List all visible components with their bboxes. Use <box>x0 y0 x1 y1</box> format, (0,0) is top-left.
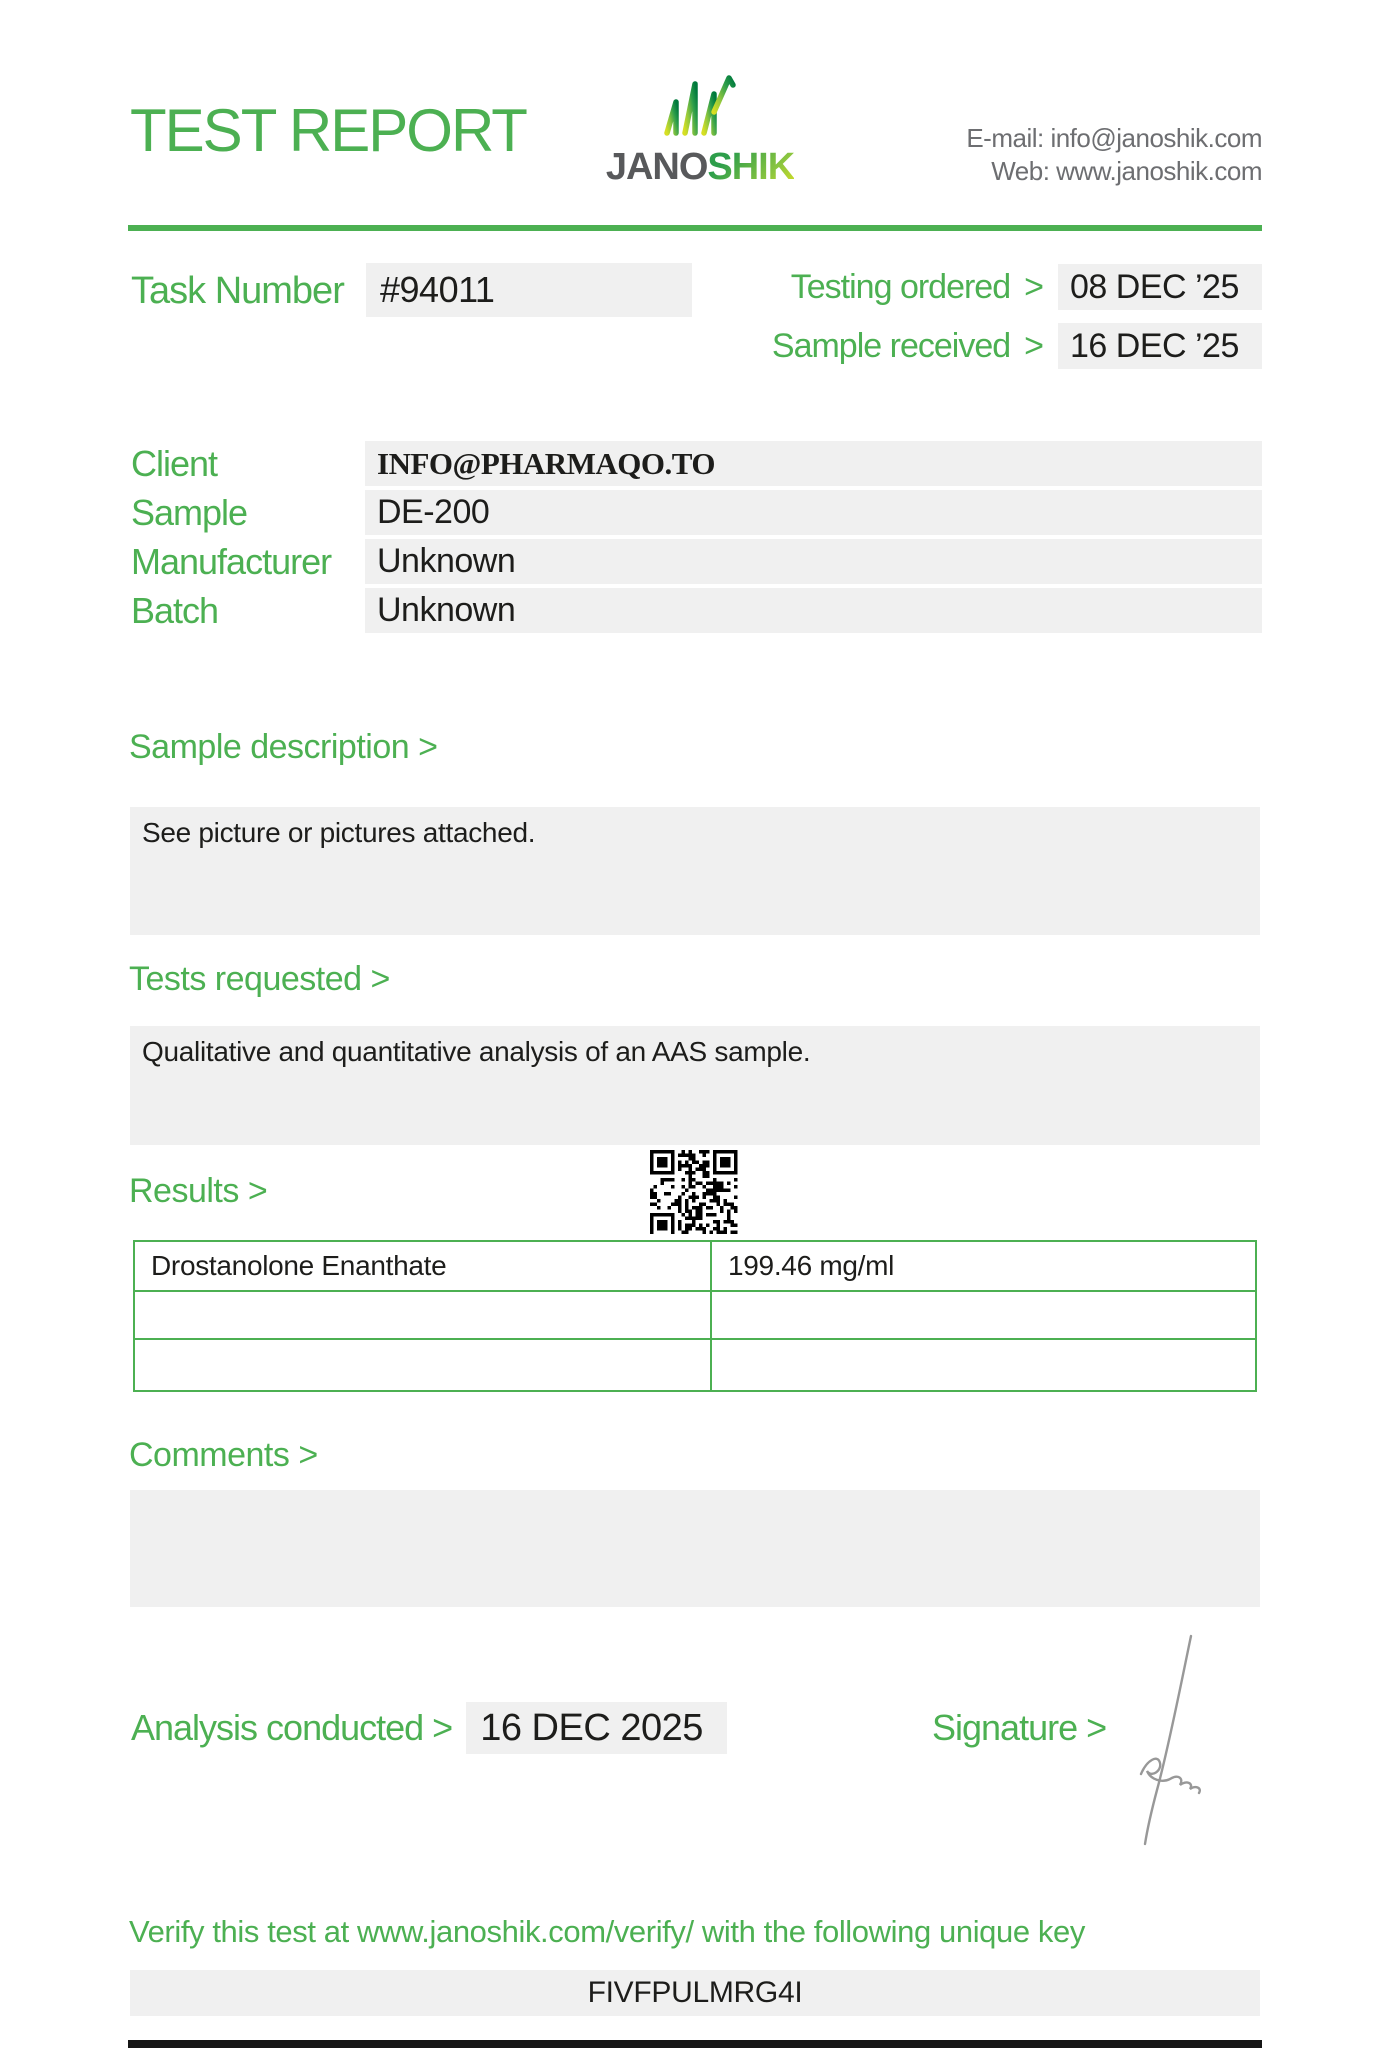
sample-row <box>131 490 1262 535</box>
tests-requested-heading: Tests requested > <box>129 960 390 998</box>
verify-instruction: Verify this test at www.janoshik.com/verify/ with the following unique key <box>129 1914 1085 1949</box>
chevron-right-icon: > <box>1024 267 1044 306</box>
result-cell: 199.46 mg/ml <box>711 1241 1256 1291</box>
sample-received-row <box>772 323 1262 369</box>
manufacturer-field <box>365 539 1262 584</box>
testing-ordered-row <box>772 264 1262 310</box>
janoshik-logo <box>600 70 800 189</box>
signature-label: Signature > <box>932 1707 1107 1748</box>
analysis-date-field <box>466 1702 727 1754</box>
sample-label: Sample <box>131 492 248 533</box>
analyte-cell <box>134 1339 711 1391</box>
logo-wordmark <box>600 146 800 189</box>
analyte-cell: Drostanolone Enanthate <box>134 1241 711 1291</box>
sample-received-value: 16 DEC ’25 <box>1070 327 1239 365</box>
analyte-cell <box>134 1291 711 1339</box>
sample-field <box>365 490 1262 535</box>
comments-text <box>130 1490 1260 1500</box>
result-cell <box>711 1339 1256 1391</box>
results-row <box>134 1241 1256 1291</box>
tests-requested-text: Qualitative and quantitative analysis of an AAS sample. <box>142 1036 811 1067</box>
verify-key-field: FIVFPULMRG4I <box>130 1970 1260 2016</box>
contact-web: Web: www.janoshik.com <box>991 156 1262 186</box>
comments-box <box>130 1490 1260 1607</box>
manufacturer-label: Manufacturer <box>131 541 332 582</box>
results-row <box>134 1291 1256 1339</box>
sample-received-label: Sample received <box>771 326 1011 365</box>
results-table <box>133 1240 1257 1392</box>
logo-shik: SHIK <box>707 146 795 188</box>
manufacturer-row <box>131 539 1262 584</box>
sample-info-list <box>131 441 1262 637</box>
batch-row <box>131 588 1262 633</box>
client-value: INFO@PHARMAQO.TO <box>377 446 716 481</box>
manufacturer-value: Unknown <box>377 542 516 580</box>
analysis-conducted-row <box>131 1702 727 1754</box>
analysis-conducted-label: Analysis conducted > <box>131 1707 453 1748</box>
task-number-value: #94011 <box>380 269 495 310</box>
comments-heading: Comments > <box>129 1436 318 1474</box>
client-field <box>365 441 1262 486</box>
sample-description-box <box>130 807 1260 935</box>
sample-value: DE-200 <box>377 493 490 531</box>
sample-description-heading: Sample description > <box>129 728 438 766</box>
client-row <box>131 441 1262 486</box>
chevron-right-icon: > <box>1024 326 1044 365</box>
batch-label: Batch <box>131 590 219 631</box>
task-number-label: Task Number <box>131 270 344 312</box>
chart-peaks-icon <box>660 70 740 142</box>
page-title: TEST REPORT <box>130 97 526 164</box>
logo-jano: JANO <box>605 146 708 188</box>
analysis-date-value: 16 DEC 2025 <box>480 1707 703 1749</box>
results-heading: Results > <box>129 1172 268 1210</box>
testing-ordered-value: 08 DEC ’25 <box>1070 268 1239 306</box>
sample-received-field <box>1058 323 1262 369</box>
qr-code <box>650 1150 738 1234</box>
page-bottom-bar <box>128 2040 1262 2048</box>
client-label: Client <box>131 443 218 484</box>
batch-value: Unknown <box>377 591 516 629</box>
results-row <box>134 1339 1256 1391</box>
result-cell <box>711 1291 1256 1339</box>
dates-block <box>772 264 1262 382</box>
sample-description-text: See picture or pictures attached. <box>142 817 536 848</box>
testing-ordered-field <box>1058 264 1262 310</box>
header-divider <box>128 225 1262 231</box>
signature-scribble <box>1095 1632 1245 1850</box>
tests-requested-box <box>130 1026 1260 1145</box>
contact-block <box>966 122 1262 188</box>
testing-ordered-label: Testing ordered <box>790 267 1011 306</box>
task-number-field <box>366 263 692 317</box>
contact-email: E-mail: info@janoshik.com <box>966 123 1262 153</box>
batch-field <box>365 588 1262 633</box>
